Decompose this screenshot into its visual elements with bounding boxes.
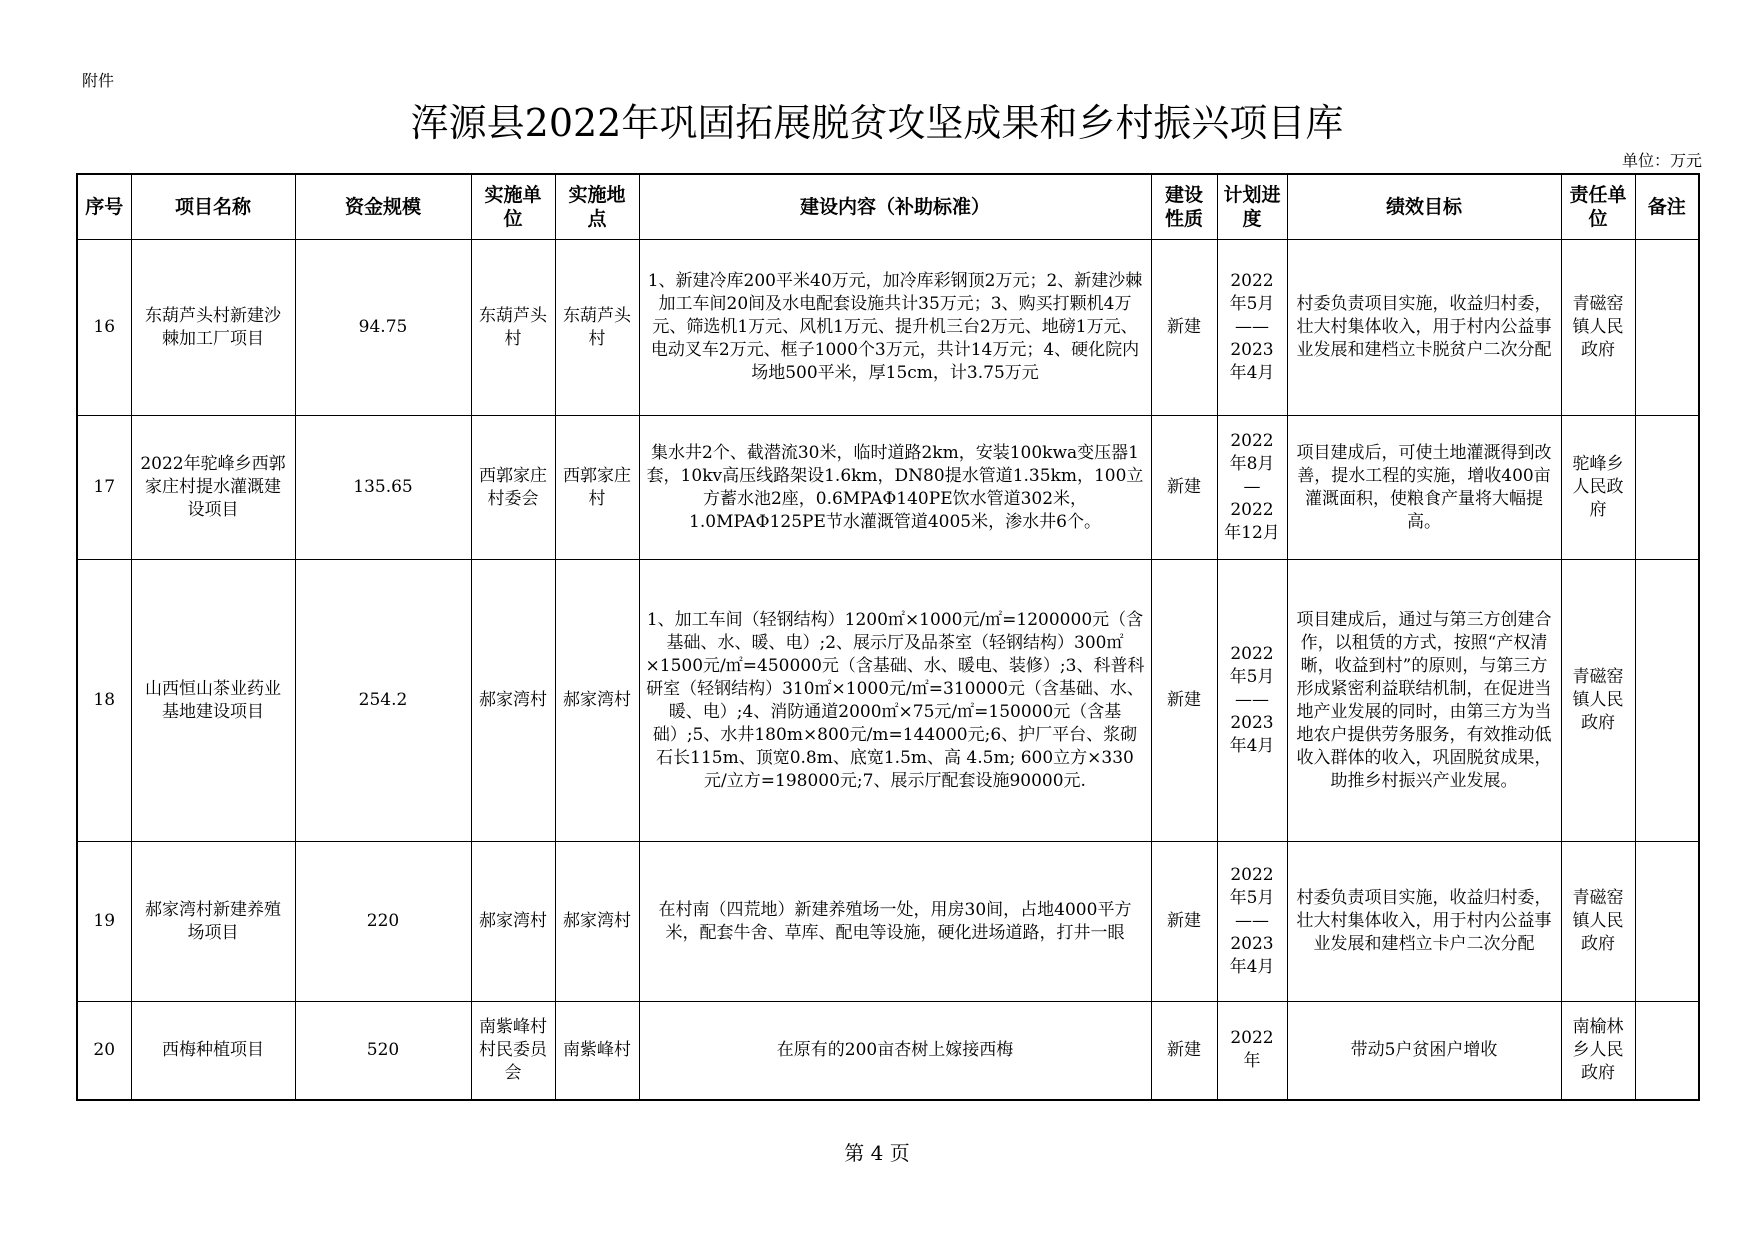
cell-location: 南紫峰村 (555, 1002, 639, 1100)
cell-responsible: 青磁窑镇人民政府 (1561, 842, 1635, 1002)
cell-remark (1635, 560, 1699, 842)
cell-funds: 135.65 (295, 416, 471, 560)
cell-schedule: 2022年5月——2023年4月 (1217, 842, 1287, 1002)
cell-goal: 村委负责项目实施，收益归村委，壮大村集体收入，用于村内公益事业发展和建档立卡脱贫户二次分配 (1287, 240, 1561, 416)
header-unit: 实施单位 (471, 174, 555, 240)
cell-responsible: 南榆林乡人民政府 (1561, 1002, 1635, 1100)
page-number: 第 4 页 (844, 1141, 910, 1165)
cell-unit: 南紫峰村村民委员会 (471, 1002, 555, 1100)
attachment-label: 附件 (82, 71, 115, 90)
cell-name: 西梅种植项目 (131, 1002, 295, 1100)
table-header-row (77, 174, 1699, 240)
cell-remark (1635, 240, 1699, 416)
page-title: 浑源县2022年巩固拓展脱贫攻坚成果和乡村振兴项目库 (410, 101, 1344, 145)
cell-funds: 94.75 (295, 240, 471, 416)
cell-content: 集水井2个、截潜流30米，临时道路2km，安装100kwa变压器1套，10kv高压线路架设1.6km，DN80提水管道1.35km，100立方蓄水池2座，0.6MPAΦ140PE饮水管道302米，1.0MPAΦ125PE节水灌溉管道4005米，渗水井6个。 (639, 416, 1151, 560)
cell-nature: 新建 (1151, 1002, 1217, 1100)
header-goal: 绩效目标 (1287, 174, 1561, 240)
cell-location: 郝家湾村 (555, 842, 639, 1002)
cell-nature: 新建 (1151, 416, 1217, 560)
header-remark: 备注 (1635, 174, 1699, 240)
cell-location: 东葫芦头村 (555, 240, 639, 416)
cell-unit: 郝家湾村 (471, 560, 555, 842)
header-name: 项目名称 (131, 174, 295, 240)
cell-responsible: 青磁窑镇人民政府 (1561, 560, 1635, 842)
cell-schedule: 2022年5月——2023年4月 (1217, 560, 1287, 842)
cell-remark (1635, 1002, 1699, 1100)
cell-content: 在村南（四荒地）新建养殖场一处，用房30间，占地4000平方米，配套牛舍、草库、配电等设施，硬化进场道路，打井一眼 (639, 842, 1151, 1002)
table-row (77, 1002, 1699, 1100)
table-row (77, 416, 1699, 560)
cell-goal: 项目建成后，通过与第三方创建合作，以租赁的方式，按照“产权清晰，收益到村”的原则，与第三方形成紧密利益联结机制，在促进当地产业发展的同时，由第三方为当地农户提供劳务服务，有效推动低收入群体的收入，巩固脱贫成果，助推乡村振兴产业发展。 (1287, 560, 1561, 842)
header-funds: 资金规模 (295, 174, 471, 240)
cell-unit: 东葫芦头村 (471, 240, 555, 416)
cell-remark (1635, 416, 1699, 560)
table-row (77, 842, 1699, 1002)
cell-name: 2022年驼峰乡西郭家庄村提水灌溉建设项目 (131, 416, 295, 560)
cell-no: 18 (77, 560, 131, 842)
cell-content: 1、加工车间（轻钢结构）1200㎡×1000元/㎡=1200000元（含基础、水、暖、电）;2、展示厅及品茶室（轻钢结构）300㎡×1500元/㎡=450000元（含基础、水、暖电、装修）;3、科普科研室（轻钢结构）310㎡×1000元/㎡=310000元（含基础、水、暖、电）;4、消防通道2000㎡×75元/㎡=150000元（含基础）;5、水井180m×800元/m=144000元;6、护厂平台、浆砌石长115m、顶宽0.8m、底宽1.5m、高 4.5m; 600立方×330元/立方=198000元;7、展示厅配套设施90000元. (639, 560, 1151, 842)
cell-goal: 项目建成后，可使土地灌溉得到改善，提水工程的实施，增收400亩灌溉面积，使粮食产量将大幅提高。 (1287, 416, 1561, 560)
cell-funds: 254.2 (295, 560, 471, 842)
cell-no: 19 (77, 842, 131, 1002)
cell-name: 郝家湾村新建养殖场项目 (131, 842, 295, 1002)
cell-no: 20 (77, 1002, 131, 1100)
table-row (77, 560, 1699, 842)
unit-label: 单位：万元 (1621, 151, 1702, 170)
cell-unit: 郝家湾村 (471, 842, 555, 1002)
cell-schedule: 2022年8月—2022年12月 (1217, 416, 1287, 560)
header-content: 建设内容（补助标准） (639, 174, 1151, 240)
header-responsible: 责任单位 (1561, 174, 1635, 240)
cell-content: 在原有的200亩杏树上嫁接西梅 (639, 1002, 1151, 1100)
cell-name: 东葫芦头村新建沙棘加工厂项目 (131, 240, 295, 416)
header-no: 序号 (77, 174, 131, 240)
cell-content: 1、新建冷库200平米40万元，加冷库彩钢顶2万元；2、新建沙棘加工车间20间及水电配套设施共计35万元；3、购买打颗机4万元、筛选机1万元、风机1万元、提升机三台2万元、地磅1万元、电动叉车2万元、框子1000个3万元，共计14万元；4、硬化院内场地500平米，厚15cm，计3.75万元 (639, 240, 1151, 416)
cell-no: 16 (77, 240, 131, 416)
cell-nature: 新建 (1151, 842, 1217, 1002)
header-location: 实施地点 (555, 174, 639, 240)
header-nature: 建设性质 (1151, 174, 1217, 240)
cell-unit: 西郭家庄村委会 (471, 416, 555, 560)
cell-location: 郝家湾村 (555, 560, 639, 842)
cell-responsible: 青磁窑镇人民政府 (1561, 240, 1635, 416)
cell-goal: 带动5户贫困户增收 (1287, 1002, 1561, 1100)
cell-remark (1635, 842, 1699, 1002)
project-table (76, 173, 1700, 1101)
cell-location: 西郭家庄村 (555, 416, 639, 560)
cell-name: 山西恒山茶业药业基地建设项目 (131, 560, 295, 842)
cell-responsible: 驼峰乡人民政府 (1561, 416, 1635, 560)
table-row (77, 240, 1699, 416)
cell-funds: 520 (295, 1002, 471, 1100)
cell-funds: 220 (295, 842, 471, 1002)
header-schedule: 计划进度 (1217, 174, 1287, 240)
cell-goal: 村委负责项目实施，收益归村委，壮大村集体收入，用于村内公益事业发展和建档立卡户二次分配 (1287, 842, 1561, 1002)
cell-schedule: 2022年5月——2023年4月 (1217, 240, 1287, 416)
cell-nature: 新建 (1151, 560, 1217, 842)
cell-schedule: 2022年 (1217, 1002, 1287, 1100)
cell-nature: 新建 (1151, 240, 1217, 416)
cell-no: 17 (77, 416, 131, 560)
